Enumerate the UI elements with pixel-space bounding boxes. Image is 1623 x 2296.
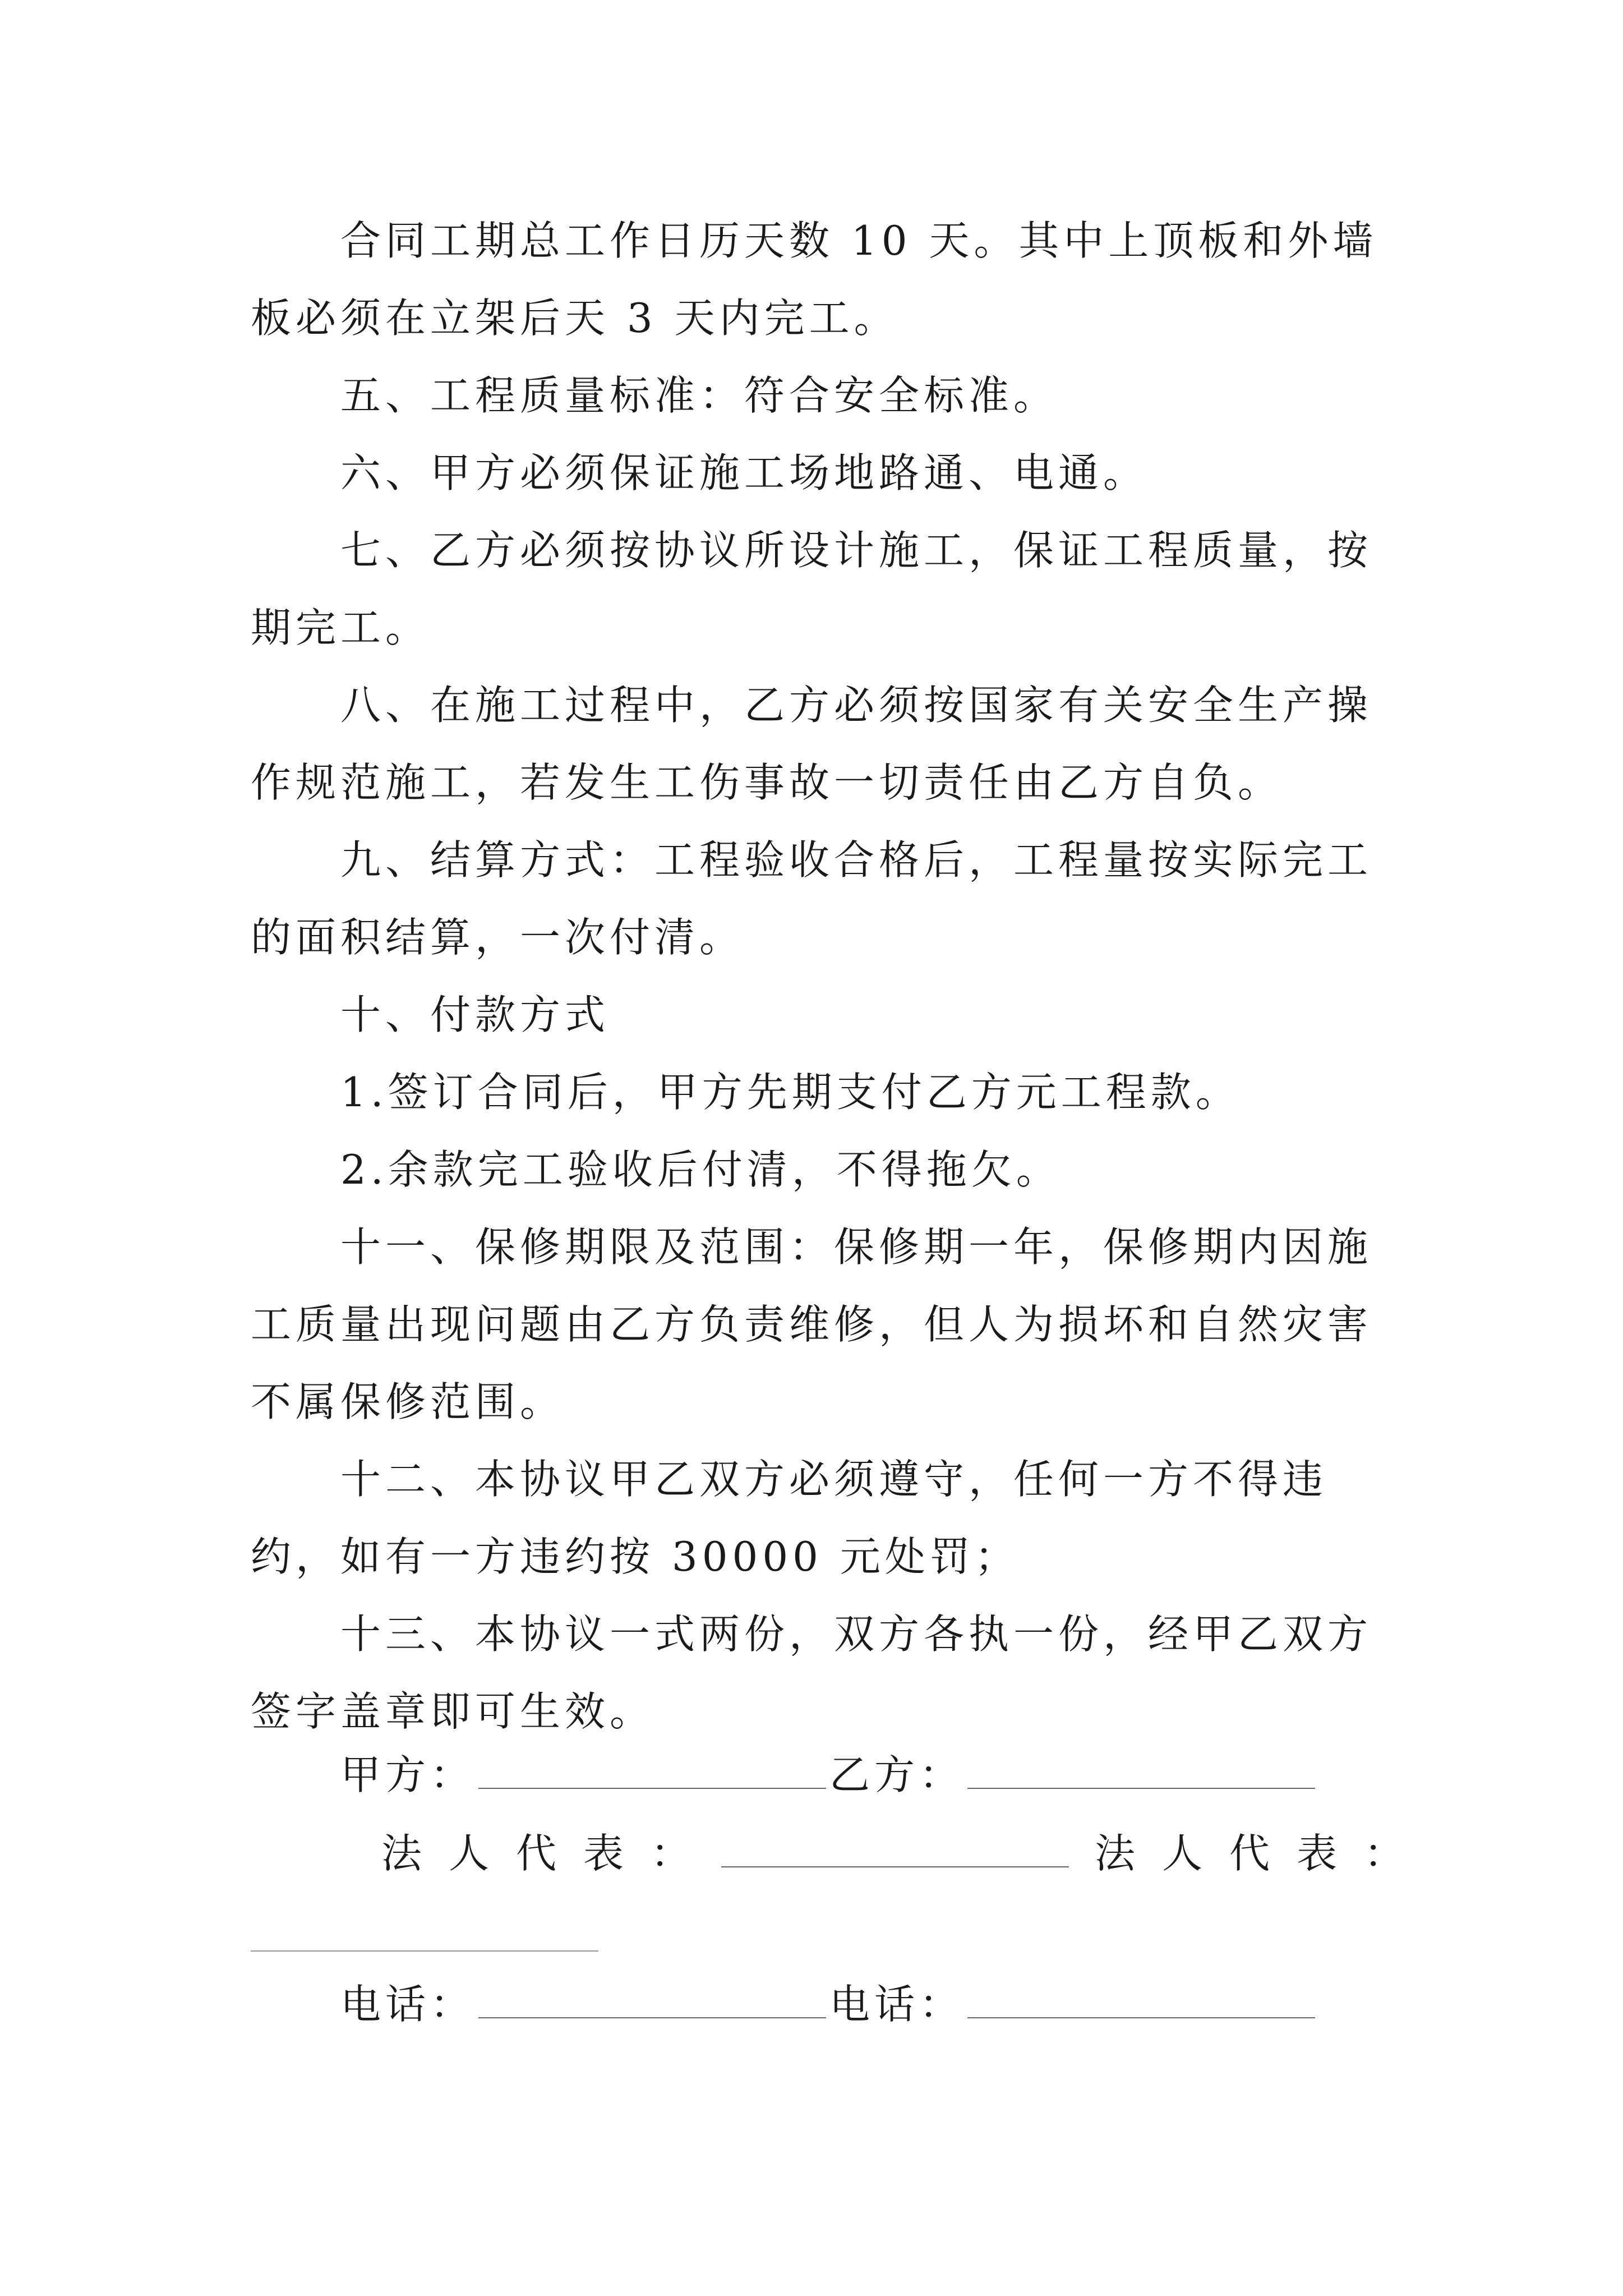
clause-schedule: 合同工期总工作日历天数 10 天。其中上顶板和外墙板必须在立架后天 3 天内完工。: [251, 217, 1378, 342]
clause-5-quality: 五、工程质量标准：符合安全标准。: [340, 372, 1059, 419]
clause-7-construction: 七、乙方必须按协议所设计施工，保证工程质量，按期完工。: [251, 527, 1373, 651]
party-b-blank: [967, 1786, 1315, 1789]
rep-b-blank: [251, 1950, 598, 1952]
clause-12-breach: 十二、本协议甲乙双方必须遵守，任何一方不得违约，如有一方违约按 30000 元处罚；: [251, 1456, 1328, 1580]
payment-item-2: 2.余款完工验收后付清，不得拖欠。: [340, 1146, 1061, 1193]
phone-b-blank: [967, 2015, 1315, 2018]
clause-10-payment: 十、付款方式: [340, 991, 610, 1038]
clause-8-safety: 八、在施工过程中，乙方必须按国家有关安全生产操作规范施工，若发生工伤事故一切责任由乙方自负。: [251, 682, 1373, 806]
clause-9-settlement: 九、结算方式：工程验收合格后，工程量按实际完工的面积结算，一次付清。: [251, 836, 1373, 961]
contract-body: [251, 202, 1395, 1750]
clause-6-site: 六、甲方必须保证施工场地路通、电通。: [340, 449, 1149, 496]
rep-a-blank: [721, 1864, 1069, 1867]
rep-a-label: 法人代表：: [381, 1830, 718, 1877]
party-signature-row: [340, 1751, 1318, 1798]
phone-b-label: 电话：: [829, 1981, 965, 2028]
party-b-label: 乙方：: [829, 1751, 965, 1798]
phone-row: [340, 1981, 1318, 2028]
party-a-label: 甲方：: [340, 1751, 476, 1798]
phone-a-label: 电话：: [340, 1981, 476, 2028]
clause-11-warranty: 十一、保修期限及范围：保修期一年，保修期内因施工质量出现问题由乙方负责维修，但人为损坏和自然灾害不属保修范围。: [251, 1223, 1373, 1425]
payment-item-1: 1.签订合同后，甲方先期支付乙方元工程款。: [340, 1069, 1241, 1116]
clause-13-effect: 十三、本协议一式两份，双方各执一份，经甲乙双方签字盖章即可生效。: [251, 1611, 1373, 1735]
party-a-blank: [478, 1786, 826, 1789]
phone-a-blank: [478, 2015, 826, 2018]
rep-b-label: 法人代表：: [1095, 1830, 1432, 1877]
representative-row: [381, 1830, 1432, 1877]
